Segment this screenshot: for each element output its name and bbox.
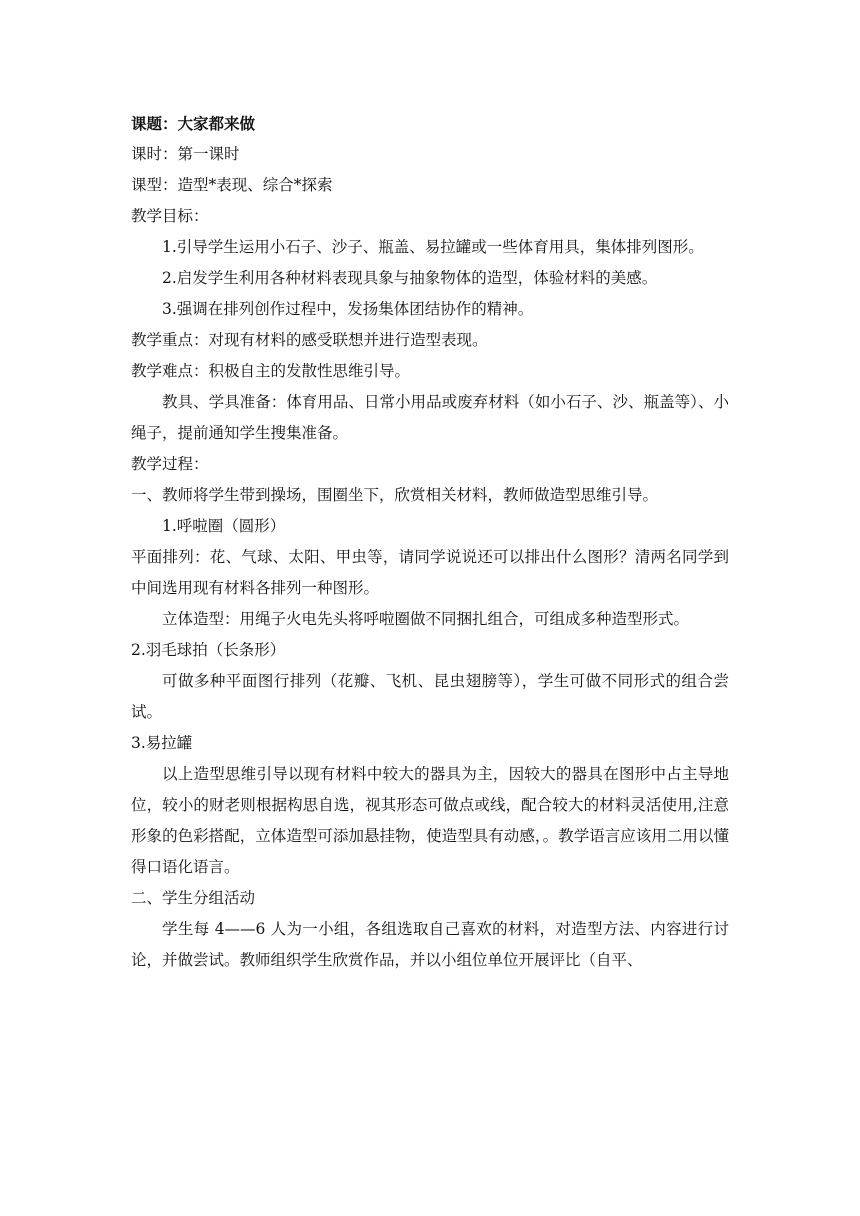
difficulty: 教学难点：积极自主的发散性思维引导。 (131, 362, 411, 380)
item2-text: 可做多种平面图行排列（花瓣、飞机、昆虫翅膀等），学生可做不同形式的组合尝试。 (131, 672, 729, 721)
step1-heading: 一、教师将学生带到操场，围圈坐下，欣赏相关材料，教师做造型思维引导。 (131, 486, 659, 504)
goal-item: 3.强调在排列创作过程中，发扬集体团结协作的精神。 (162, 300, 534, 318)
lesson-type: 课型：造型*表现、综合*探索 (131, 176, 333, 194)
key-point: 教学重点：对现有材料的感受联想并进行造型表现。 (131, 331, 488, 349)
process-heading: 教学过程： (131, 455, 209, 473)
item3-heading: 3.易拉罐 (131, 734, 193, 752)
lesson-period: 课时：第一课时 (131, 145, 240, 163)
item1-flat: 平面排列：花、气球、太阳、甲虫等，请同学说说还可以排出什么图形？清两名同学到中间选用现有材料各排列一种图形。 (131, 548, 729, 597)
item1-solid: 立体造型：用绳子火电先头将呼啦圈做不同捆扎组合，可组成多种造型形式。 (162, 610, 690, 628)
goal-item: 2.启发学生利用各种材料表现具象与抽象物体的造型，体验材料的美感。 (162, 269, 658, 287)
goal-item: 1.引导学生运用小石子、沙子、瓶盖、易拉罐或一些体育用具，集体排列图形。 (162, 238, 704, 256)
step2-text: 学生每 4——6 人为一小组，各组选取自己喜欢的材料，对造型方法、内容进行讨论，并做尝试。教师组织学生欣赏作品，并以小组位单位开展评比（自平、 (131, 920, 729, 969)
materials: 教具、学具准备：体育用品、日常小用品或废弃材料（如小石子、沙、瓶盖等）、小绳子，提前通知学生搜集准备。 (131, 393, 729, 442)
item1-heading: 1.呼啦圈（圆形） (162, 517, 286, 535)
item2-heading: 2.羽毛球拍（长条形） (131, 641, 286, 659)
goals-heading: 教学目标： (131, 207, 209, 225)
lesson-title: 课题：大家都来做 (131, 114, 256, 133)
step2-heading: 二、学生分组活动 (131, 889, 256, 907)
item3-text: 以上造型思维引导以现有材料中较大的器具为主，因较大的器具在图形中占主导地位，较小的财老则根据构思自选，视其形态可做点或线，配合较大的材料灵活使用,注意形象的色彩搭配，立体造型可添加悬挂物，使造型具有动感，。教学语言应该用二用以懂得口语化语言。 (131, 765, 729, 876)
document-page (131, 108, 729, 976)
